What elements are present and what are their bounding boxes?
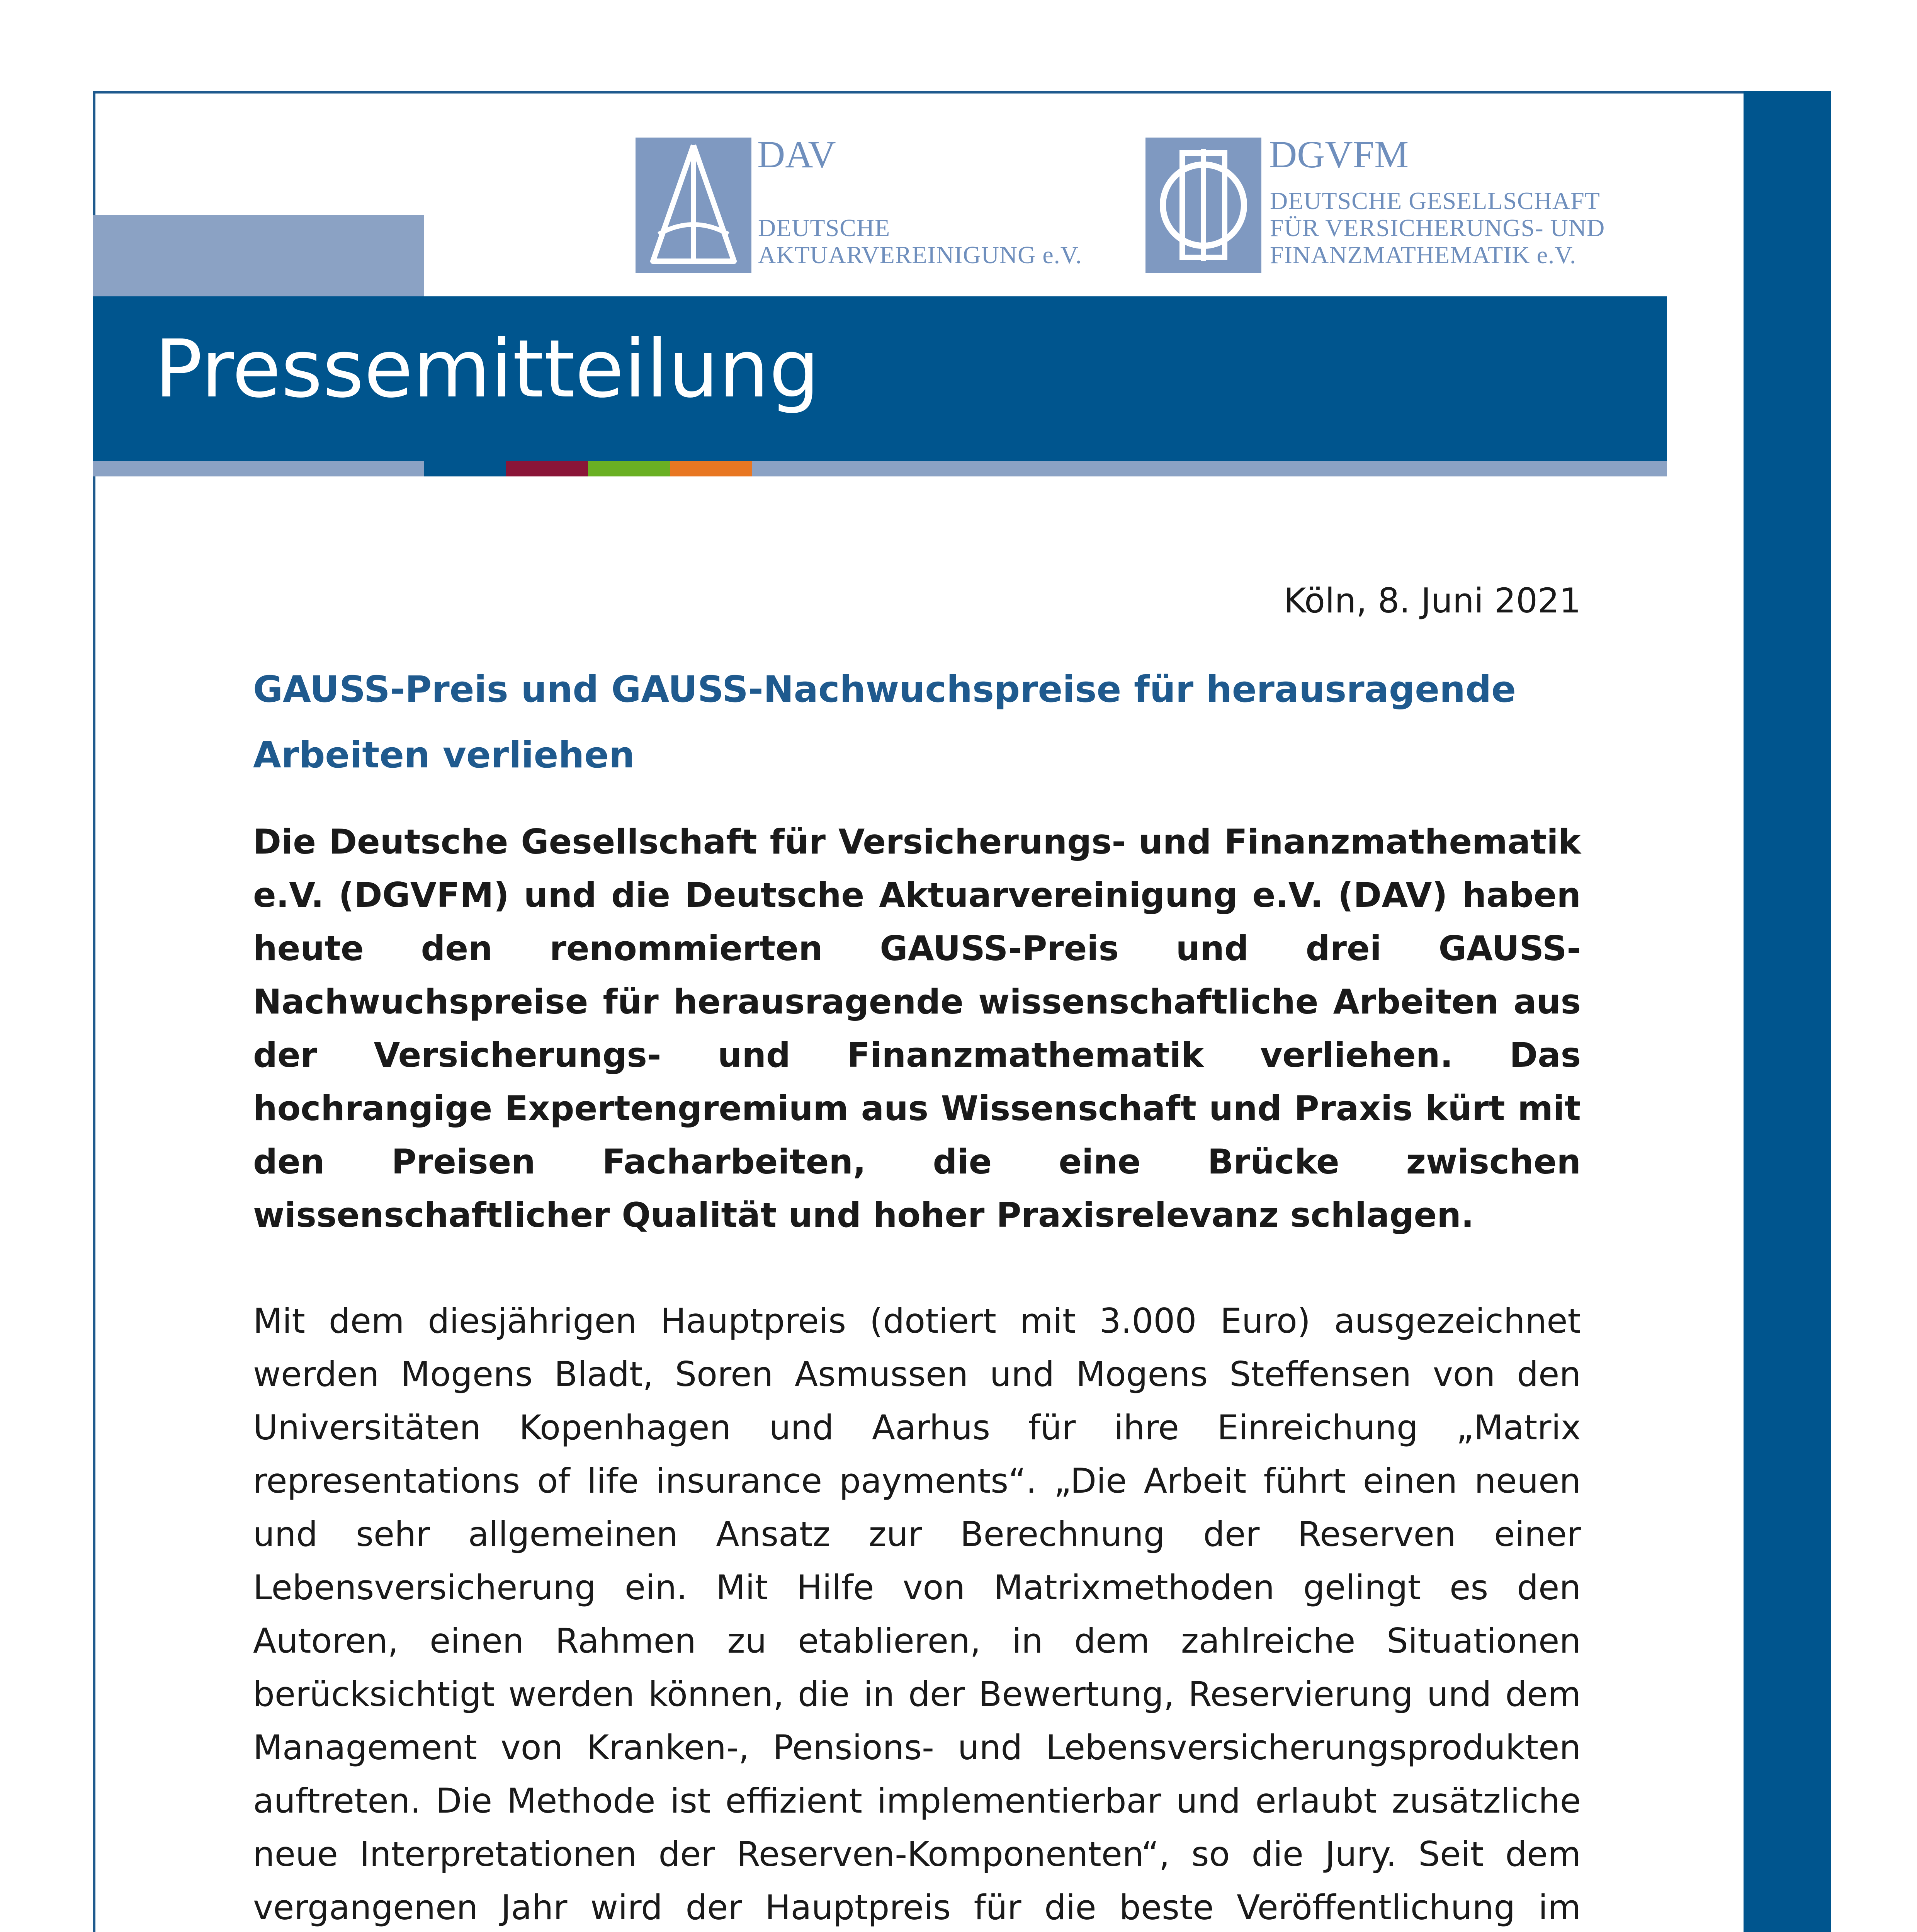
dgvfm-abbreviation: DGVFM — [1269, 133, 1409, 176]
color-stripe-red — [506, 461, 588, 476]
lead-paragraph: Die Deutsche Gesellschaft für Versicherungs- und Finanzmathematik e.V. (DGVFM) und die Deutsche Aktuarvereinigung e.V. (DAV) haben heute den renommierten GAUSS-Preis und drei GAUSS-Nachwuchspreise für herausragende wissenschaftliche Arbeiten aus der Versicherungs- und Finanzmathematik verliehen. Das hochrangige Expertengremium aus Wissenschaft und Praxis kürt mit den Preisen Facharbeiten, die eine Brücke zwischen wissenschaftlicher Qualität und hoher Praxisrelevanz schlagen. — [253, 822, 1581, 1235]
header-accent-block — [93, 215, 424, 296]
body-paragraph-1: Mit dem diesjährigen Hauptpreis (dotiert mit 3.000 Euro) ausgezeichnet werden Mogens Bladt, Soren Asmussen und Mogens Steffensen von den Universitäten Kopenhagen und Aarhus für ihre Einreichung „Matrix representations of life insurance payments“. „Die Arbeit führt einen neuen und sehr allgemeinen Ansatz zur Berechnung der Reserven einer Lebensversicherung ein. Mit Hilfe von Matrixmethoden gelingt es den Autoren, einen Rahmen zu etablieren, in dem zahlreiche Situationen berücksichtigt werden können, die in der Bewertung, Reservierung und dem Management von Kranken-, Pensions- und Lebensversicherungsprodukten auftreten. Die Methode ist effizient implementierbar und erlaubt zusätzliche neue Interpretationen der Reserven-Komponenten“, so die Jury. Seit dem vergangenen Jahr wird der Hauptpreis für die beste Veröffentlichung im — [253, 1301, 1581, 1927]
dav-name-line-2: AKTUARVEREINIGUNG e.V. — [758, 241, 1082, 269]
banner-underline — [93, 461, 1667, 476]
banner-title: Pressemitteilung — [155, 323, 820, 415]
press-release-date: Köln, 8. Juni 2021 — [1283, 581, 1581, 621]
dav-abbreviation: DAV — [757, 133, 836, 176]
dav-logo-icon — [636, 138, 751, 273]
color-stripe-orange — [670, 461, 752, 476]
color-stripe-green — [588, 461, 670, 476]
dgvfm-name-line-1: DEUTSCHE GESELLSCHAFT — [1270, 187, 1600, 214]
dgvfm-name-line-2: FÜR VERSICHERUNGS- UND — [1270, 214, 1605, 242]
side-bar — [1744, 91, 1831, 1932]
dav-name-line-1: DEUTSCHE — [758, 214, 891, 242]
dgvfm-name-line-3: FINANZMATHEMATIK e.V. — [1270, 241, 1577, 269]
press-release-title: GAUSS-Preis und GAUSS-Nachwuchspreise für herausragende Arbeiten verliehen — [253, 668, 1516, 776]
color-stripe-blue — [424, 461, 506, 476]
dgvfm-logo-icon — [1145, 138, 1261, 273]
